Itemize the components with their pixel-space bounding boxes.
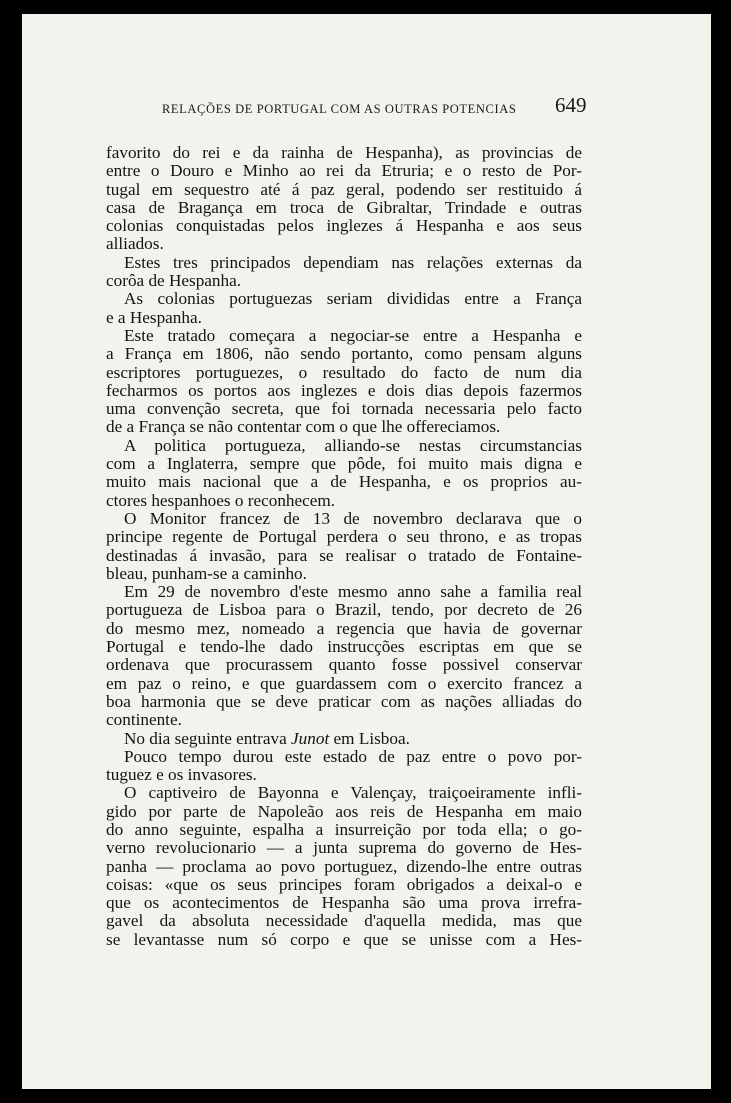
body-text (106, 144, 582, 949)
text-line: Em 29 de novembro d'este mesmo anno sahe a familia real (124, 582, 582, 602)
text-line: corôa de Hespanha. (106, 271, 242, 291)
text-line: panha — proclama ao povo portuguez, dizendo-lhe entre outras (106, 856, 582, 876)
text-line: do anno seguinte, espalha a insurreição por toda ella; o go- (106, 819, 582, 839)
text-line: continente. (106, 710, 182, 730)
text-line: ctores hespanhoes o reconhecem. (106, 490, 336, 510)
text-line: bleau, punham-se a caminho. (106, 563, 307, 583)
text-line: escriptores portuguezes, o resultado do facto de num dia (106, 362, 582, 382)
text-line: O Monitor francez de 13 de novembro declarava que o (124, 508, 582, 528)
text-line: O captiveiro de Bayonna e Valençay, traiçoeiramente infli- (124, 783, 582, 803)
page-number: 649 (555, 93, 587, 117)
text-line: principe regente de Portugal perdera o seu throno, e as tropas (106, 527, 582, 547)
text-line: que os acontecimentos de Hespanha são uma prova irrefra- (106, 893, 582, 913)
book-page (22, 14, 711, 1089)
text-line: Este tratado começara a negociar-se entre a Hespanha e (124, 325, 582, 345)
text-line: verno revolucionario — a junta suprema do governo de Hes- (106, 838, 582, 858)
text-line: a França em 1806, não sendo portanto, como pensam alguns (106, 344, 582, 364)
text-line (106, 730, 582, 748)
text-line: e a Hespanha. (106, 307, 202, 327)
text-line: uma convenção secreta, que foi tornada necessaria pelo facto (106, 399, 582, 419)
text-line: fecharmos os portos aos inglezes e dois dias depois fazermos (106, 380, 582, 400)
text-line: de a França se não contentar com o que lhe offereciamos. (106, 417, 501, 437)
text-line: colonias conquistadas pelos inglezes á Hespanha e aos seus (106, 216, 582, 236)
text-line: Pouco tempo durou este estado de paz entre o povo por- (124, 746, 582, 766)
text-line: boa harmonia que se deve praticar com as nações alliadas do (106, 691, 582, 711)
text-line: com a Inglaterra, sempre que pôde, foi muito mais digna e (106, 454, 582, 474)
text-line: se levantasse num só corpo e que se unisse com a Hes- (106, 929, 582, 949)
text-line: entre o Douro e Minho ao rei da Etruria; e o resto de Por- (106, 161, 582, 181)
text-line: em paz o reino, e que guardassem com o exercito francez a (106, 673, 582, 693)
text-line: tuguez e os invasores. (106, 765, 257, 785)
text-line: coisas: «que os seus principes foram obrigados a deixal-o e (106, 874, 582, 894)
text-line: gavel da absoluta necessidade d'aquella medida, mas que (106, 911, 582, 931)
text-fragment: No dia seguinte entrava (124, 728, 292, 748)
text-line: Estes tres principados dependiam nas relações externas da (124, 252, 582, 272)
text-line: portugueza de Lisboa para o Brazil, tendo, por decreto de 26 (106, 600, 582, 620)
text-line: destinadas á invasão, para se realisar o tratado de Fontaine- (106, 545, 582, 565)
text-line: Portugal e tendo-lhe dado instrucções escriptas em que se (106, 637, 582, 657)
text-line: tugal em sequestro até á paz geral, podendo ser restituido á (106, 179, 582, 199)
running-head: RELAÇÕES DE PORTUGAL COM AS OUTRAS POTENCIAS (162, 102, 517, 116)
text-line: A politica portugueza, alliando-se nestas circumstancias (124, 435, 582, 455)
text-line: alliados. (106, 234, 164, 254)
text-line: casa de Bragança em troca de Gibraltar, Trindade e outras (106, 197, 582, 217)
italic-name: Junot (291, 728, 330, 748)
text-line: favorito do rei e da rainha de Hespanha), as provincias de (106, 143, 582, 162)
text-line: gido por parte de Napoleão aos reis de Hespanha em maio (106, 801, 582, 821)
text-fragment: em Lisboa. (329, 728, 410, 748)
text-line: muito mais nacional que a de Hespanha, e os proprios au- (106, 472, 582, 492)
text-line: As colonias portuguezas seriam divididas entre a França (124, 289, 582, 309)
text-line: ordenava que procurassem quanto fosse possivel conservar (106, 655, 582, 675)
text-line: do mesmo mez, nomeado a regencia que havia de governar (106, 618, 582, 638)
